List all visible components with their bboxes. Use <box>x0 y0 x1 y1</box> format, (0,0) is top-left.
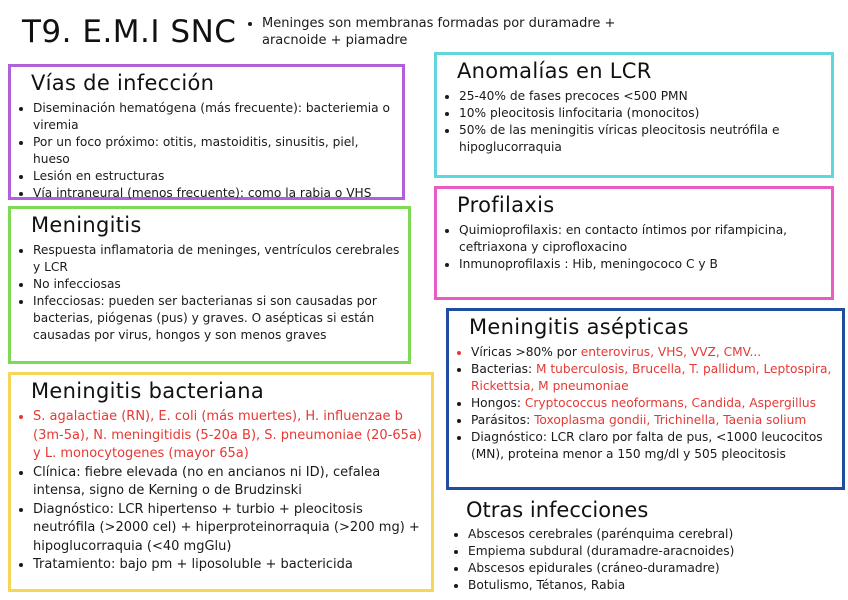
list-item <box>471 412 834 429</box>
bacteriana-list <box>19 408 423 575</box>
asepticas-heading: Meningitis asépticas <box>469 315 689 339</box>
profilaxis-list <box>445 222 823 273</box>
otras-list <box>454 526 848 594</box>
list-item: • Abscesos epidurales (cráneo-duramadre) <box>468 560 848 577</box>
list-item <box>471 344 834 361</box>
list-item: • Clínica: fiebre elevada (no en ancianos ni ID), cefalea intensa, signo de Kerning o de Brudzinski <box>33 464 423 501</box>
hongos-value: Cryptococcus neoformans, Candida, Aspergillus <box>524 396 816 410</box>
list-item: • Tratamiento: bajo pm + liposoluble + bactericida <box>33 556 423 575</box>
bacterias-label: Bacterias: <box>471 362 537 376</box>
anomalias-card <box>434 52 834 178</box>
bacterias-value: M tuberculosis, Brucella, T. pallidum, Leptospira, Rickettsia, M pneumoniae <box>471 362 832 393</box>
intro-list <box>248 15 662 49</box>
parasitos-label: Parásitos: <box>471 413 535 427</box>
list-item: • Diagnóstico: LCR claro por falta de pus, <1000 leucocitos (MN), proteina menor a 150 mg/dl y 505 pleocitosis <box>471 429 834 463</box>
otras-section <box>446 494 848 598</box>
profilaxis-heading: Profilaxis <box>457 193 555 217</box>
list-item: • Inmunoprofilaxis : Hib, meningococo C y B <box>459 256 823 273</box>
meningitis-card <box>8 206 411 364</box>
otras-heading: Otras infecciones <box>466 498 649 522</box>
page-title: T9. E.M.I SNC <box>22 14 237 50</box>
vias-card <box>8 64 405 200</box>
list-item: • S. agalactiae (RN), E. coli (más muertes), H. influenzae b (3m-5a), N. meningitidis (5-20a B), S. pneumoniae (20-65a) y L. monocytogenes (mayor 65a) <box>33 408 423 464</box>
intro-text: • Meninges son membranas formadas por duramadre + aracnoide + piamadre <box>262 15 662 49</box>
hongos-label: Hongos: <box>471 396 525 410</box>
vias-heading: Vías de infección <box>31 71 215 95</box>
list-item: • 10% pleocitosis linfocitaria (monocitos) <box>459 105 823 122</box>
list-item <box>471 395 834 412</box>
list-item: • Por un foco próximo: otitis, mastoiditis, sinusitis, piel, hueso <box>33 134 394 168</box>
list-item: • Empiema subdural (duramadre-aracnoides) <box>468 543 848 560</box>
list-item: • Abscesos cerebrales (parénquima cerebral) <box>468 526 848 543</box>
asepticas-card <box>446 308 845 490</box>
viricas-label: Víricas >80% por <box>471 345 581 359</box>
list-item: • Botulismo, Tétanos, Rabia <box>468 577 848 594</box>
bacteriana-heading: Meningitis bacteriana <box>31 379 265 403</box>
anomalias-list <box>445 88 823 156</box>
meningitis-heading: Meningitis <box>31 213 142 237</box>
profilaxis-card <box>434 186 834 300</box>
vias-list <box>19 100 394 202</box>
list-item: • No infecciosas <box>33 276 400 293</box>
viricas-value: enterovirus, VHS, VVZ, CMV... <box>580 345 762 359</box>
list-item: • Diseminación hematógena (más frecuente): bacteriemia o viremia <box>33 100 394 134</box>
list-item: • Lesión en estructuras <box>33 168 394 185</box>
list-item: • Diagnóstico: LCR hipertenso + turbio + pleocitosis neutrófila (>2000 cel) + hiperproteinorraquia (>200 mg) + hipoglucorraquia (<40 mgGlu) <box>33 501 423 557</box>
list-item: • Quimioprofilaxis: en contacto íntimos por rifampicina, ceftriaxona y ciprofloxacino <box>459 222 823 256</box>
list-item: • 50% de las meningitis víricas pleocitosis neutrófila e hipoglucorraquia <box>459 122 823 156</box>
bacteriana-card <box>8 372 434 592</box>
asepticas-list <box>457 344 834 463</box>
anomalias-heading: Anomalías en LCR <box>457 59 652 83</box>
list-item: • Vía intraneural (menos frecuente): como la rabia o VHS <box>33 185 394 202</box>
list-item <box>471 361 834 395</box>
list-item: • Respuesta inflamatoria de meninges, ventrículos cerebrales y LCR <box>33 242 400 276</box>
list-item: • 25-40% de fases precoces <500 PMN <box>459 88 823 105</box>
list-item: • Infecciosas: pueden ser bacterianas si son causadas por bacterias, piógenas (pus) y graves. O asépticas si están causadas por virus, hongos y son menos graves <box>33 293 400 344</box>
parasitos-value: Toxoplasma gondii, Trichinella, Taenia solium <box>534 413 807 427</box>
meningitis-list <box>19 242 400 344</box>
